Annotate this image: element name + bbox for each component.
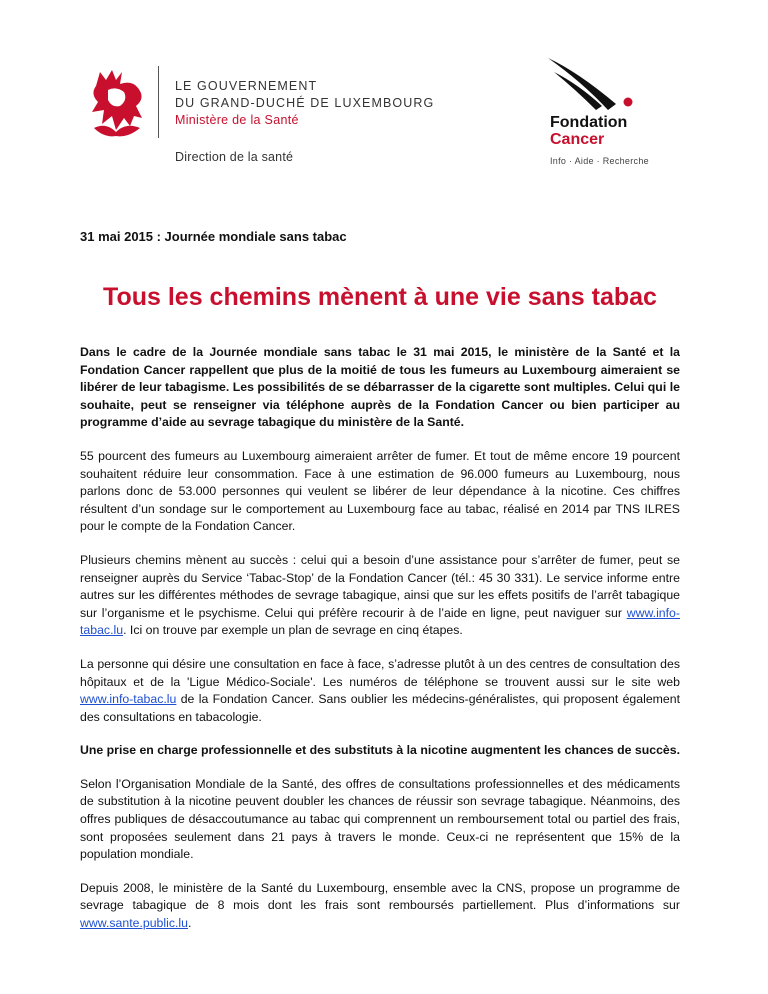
paragraph-2 (80, 552, 680, 640)
paragraph-1: 55 pourcent des fumeurs au Luxembourg aimeraient arrêter de fumer. Et tout de même encore 19 pourcent souhaitent réduire leur consommation. Face à une estimation de 96.000 fumeurs au Luxembourg, nous parlons donc de 53.000 personnes qui veulent se libérer de leur dépendance à la nicotine. Ces chiffres résultent d’un sondage sur le comportement au Luxembourg face au tabac, réalisé en 2014 par TNS ILRES pour le compte de la Fondation Cancer. (80, 448, 680, 534)
government-title (175, 78, 434, 129)
paragraph-4: Selon l’Organisation Mondiale de la Santé, des offres de consultations professionnelles et des médicaments de substitution à la nicotine peuvent doubler les chances de réussir son sevrage tabagique. Néanmoins, des offres publiques de désaccoutumance au tabac qui comprennent un remboursement total ou partiel des frais, sont proposées seulement dans 21 pays à travers le monde. Ceux-ci ne représentent que 15% de la population mondiale. (80, 776, 680, 862)
luxembourg-lion-logo (86, 66, 148, 138)
divider-line (158, 66, 159, 138)
article-body (80, 344, 680, 949)
paragraph-2-end: . Ici on trouve par exemple un plan de sevrage en cinq étapes. (123, 623, 463, 638)
direction-name: Direction de la santé (175, 150, 294, 164)
foundation-name (550, 114, 627, 148)
fondation-cancer-logo (548, 58, 638, 118)
page-title: Tous les chemins mènent à une vie sans tabac (103, 283, 657, 311)
paragraph-5-text: Depuis 2008, le ministère de la Santé du Luxembourg, ensemble avec la CNS, propose un programme de sevrage tabagique de 8 mois dont les frais sont remboursés partiellement. Plus d’informations sur (80, 880, 680, 913)
subheading: Une prise en charge professionnelle et des substituts à la nicotine augmentent les chances de succès. (80, 743, 681, 758)
paragraph-3-end: de la Fondation Cancer. Sans oublier les médecins-généralistes, qui proposent également des consultations en tabacologie. (80, 692, 680, 724)
paragraph-2-text: Plusieurs chemins mènent au succès : celui qui a besoin d’une assistance pour s’arrêter de fumer, peut se renseigner auprès du Service ‘Tabac-Stop’ de la Fondation Cancer (tél.: 45 30 331). Le service informe entre autres sur les différentes méthodes de sevrage tabagique, ainsi que sur les effets positifs de l’arrêt tabagique sur l’organisme et le psychisme. Celui qui préfère recourir à de l’aide en ligne, peut naviguer sur (80, 552, 680, 620)
foundation-line-1: Fondation (550, 114, 628, 131)
info-tabac-link[interactable]: www.info-tabac.lu (80, 605, 680, 638)
paragraph-3 (80, 656, 680, 726)
letterhead (0, 0, 768, 190)
paragraph-5-end: . (188, 916, 192, 931)
ministry-name: Ministère de la Santé (175, 113, 299, 127)
paragraph-5 (80, 880, 680, 933)
gov-line-2: DU GRAND-DUCHÉ DE LUXEMBOURG (175, 96, 435, 110)
foundation-line-2: Cancer (550, 131, 605, 148)
paragraph-3-text: La personne qui désire une consultation en face à face, s’adresse plutôt à un des centres de consultation des hôpitaux et de la 'Ligue Médico-Sociale'. Les numéros de téléphone se trouvent aussi sur le site web (80, 656, 680, 689)
foundation-tagline: Info · Aide · Recherche (550, 156, 649, 166)
sante-public-link[interactable]: www.sante.public.lu (80, 916, 188, 931)
info-tabac-link-2[interactable]: www.info-tabac.lu (80, 692, 177, 707)
intro-paragraph: Dans le cadre de la Journée mondiale sans tabac le 31 mai 2015, le ministère de la Santé et la Fondation Cancer rappellent que plus de la moitié de tous les fumeurs au Luxembourg aimeraient se libérer de leur tabagisme. Les possibilités de se débarrasser de la cigarette sont multiples. Celui qui le souhaite, peut se renseigner via téléphone auprès de la Fondation Cancer ou bien participer au programme d’aide au sevrage tabagique du ministère de la Santé. (80, 345, 680, 430)
date-line: 31 mai 2015 : Journée mondiale sans tabac (80, 229, 347, 244)
gov-line-1: LE GOUVERNEMENT (175, 79, 318, 93)
